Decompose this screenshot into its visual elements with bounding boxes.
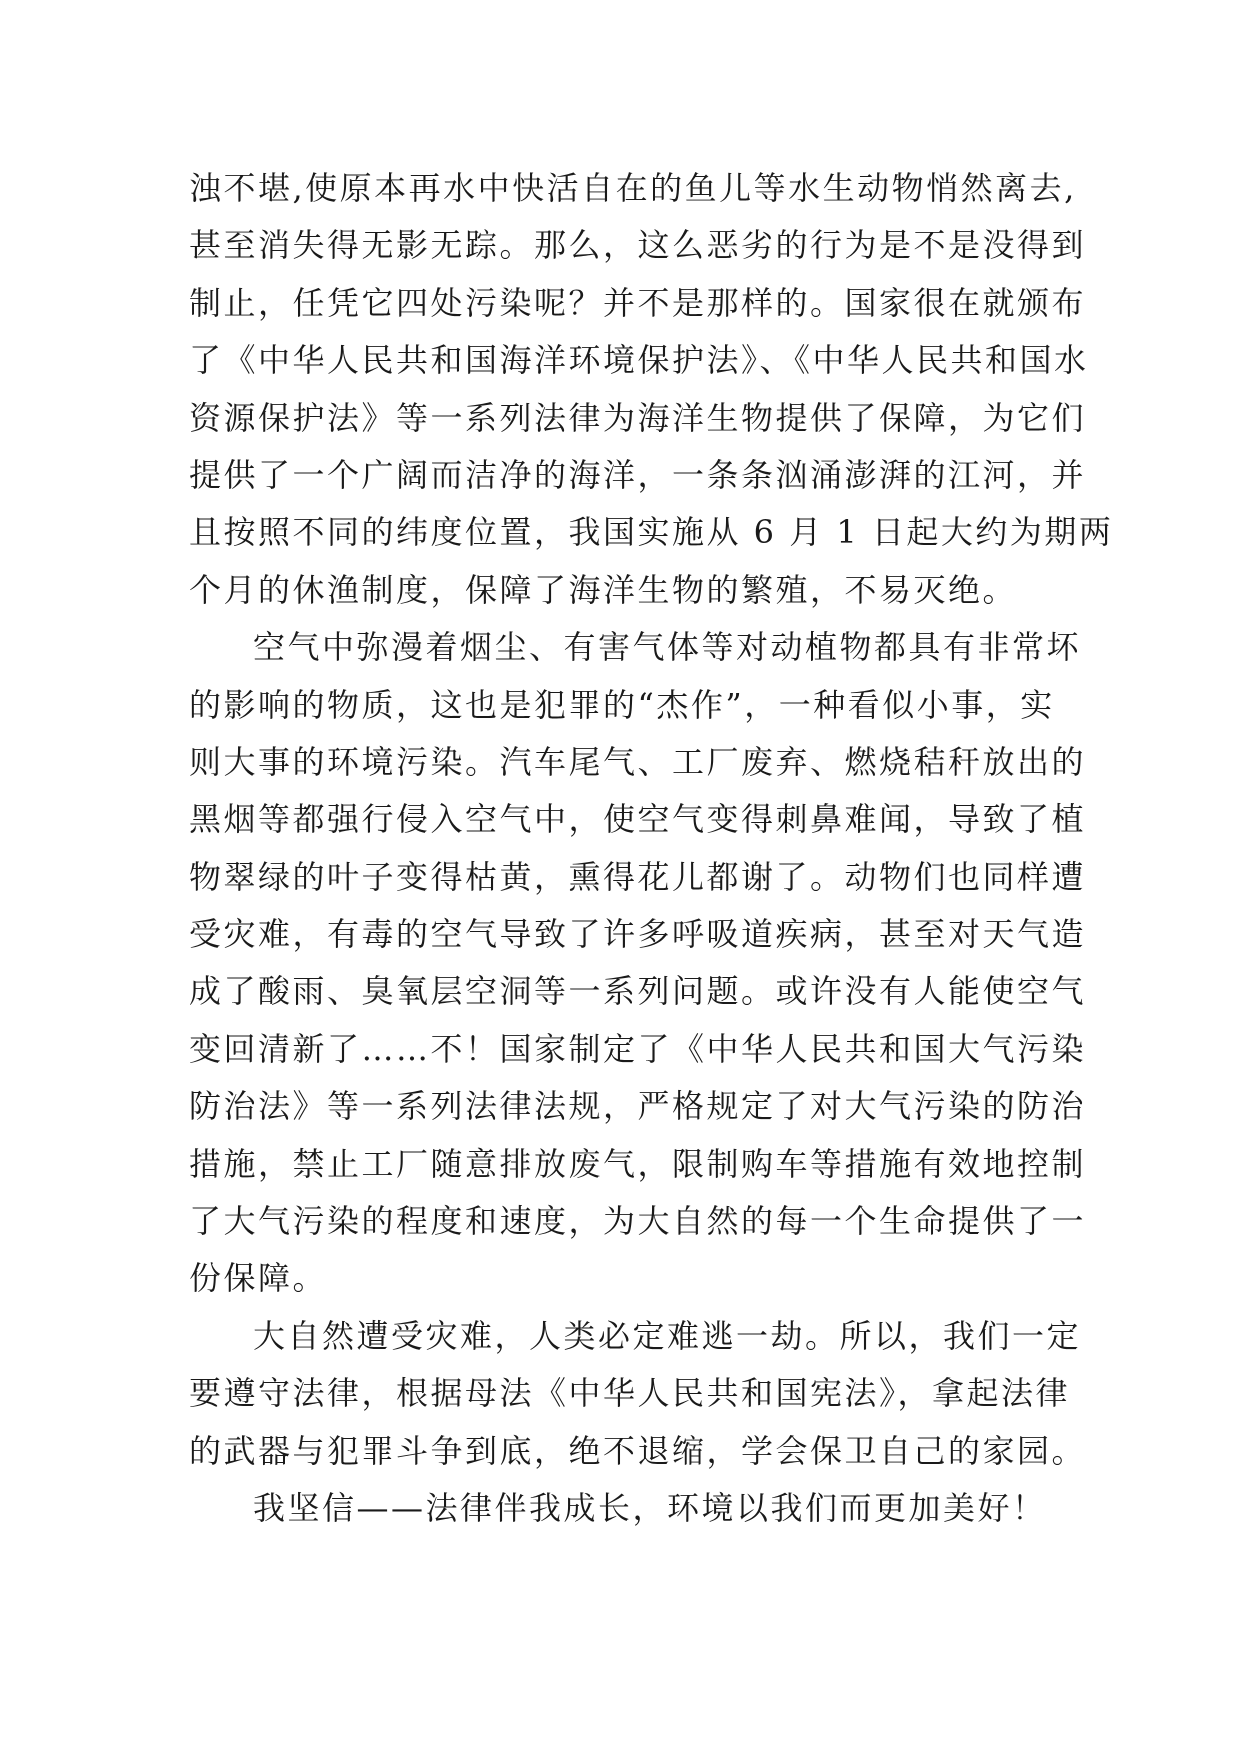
text-line: 物翠绿的叶子变得枯黄，熏得花儿都谢了。动物们也同样遭 (189, 857, 1087, 896)
text-line: 措施，禁止工厂随意排放废气，限制购车等措施有效地控制 (189, 1144, 1087, 1183)
text-line: 了大气污染的程度和速度，为大自然的每一个生命提供了一 (189, 1202, 1087, 1241)
text-line: 防治法》等一系列法律法规，严格规定了对大气污染的防治 (189, 1087, 1087, 1126)
text-line: 空气中弥漫着烟尘、有害气体等对动植物都具有非常坏 (253, 628, 1082, 667)
text-line: 要遵守法律，根据母法《中华人民共和国宪法》，拿起法律 (189, 1374, 1071, 1413)
text-line: 则大事的环境污染。汽车尾气、工厂废弃、燃烧秸秆放出的 (189, 742, 1087, 781)
text-line: 我坚信——法律伴我成长，环境以我们而更加美好！ (253, 1488, 1047, 1527)
text-line: 且按照不同的纬度位置，我国实施从 6 月 1 日起大约为期两 (189, 513, 1114, 552)
text-line: 变回清新了……不！国家制定了《中华人民共和国大气污染 (189, 1029, 1087, 1068)
body-text (189, 160, 1114, 1537)
text-line: 大自然遭受灾难，人类必定难逃一劫。所以，我们一定 (253, 1316, 1082, 1355)
text-line: 黑烟等都强行侵入空气中，使空气变得刺鼻难闻，导致了植 (189, 800, 1087, 839)
text-line: 受灾难，有毒的空气导致了许多呼吸道疾病，甚至对天气造 (189, 915, 1087, 954)
text-line: 的影响的物质，这也是犯罪的“杰作”，一种看似小事，实 (189, 685, 1055, 724)
text-line: 浊不堪,使原本再水中快活自在的鱼儿等水生动物悄然离去, (189, 169, 1077, 207)
text-line: 份保障。 (189, 1259, 328, 1298)
text-line: 个月的休渔制度，保障了海洋生物的繁殖，不易灭绝。 (189, 570, 1018, 609)
text-line: 的武器与犯罪斗争到底，绝不退缩，学会保卫自己的家园。 (189, 1431, 1087, 1470)
text-line: 成了酸雨、臭氧层空洞等一系列问题。或许没有人能使空气 (189, 972, 1087, 1011)
text-line: 了《中华人民共和国海洋环境保护法》、《中华人民共和国水 (189, 341, 1089, 380)
text-line: 制止，任凭它四处污染呢？并不是那样的。国家很在就颁布 (189, 283, 1087, 322)
text-line: 提供了一个广阔而洁净的海洋，一条条汹涌澎湃的江河，并 (189, 455, 1087, 494)
text-line: 资源保护法》等一系列法律为海洋生物提供了保障，为它们 (189, 398, 1087, 437)
text-line: 甚至消失得无影无踪。那么，这么恶劣的行为是不是没得到 (189, 226, 1087, 265)
